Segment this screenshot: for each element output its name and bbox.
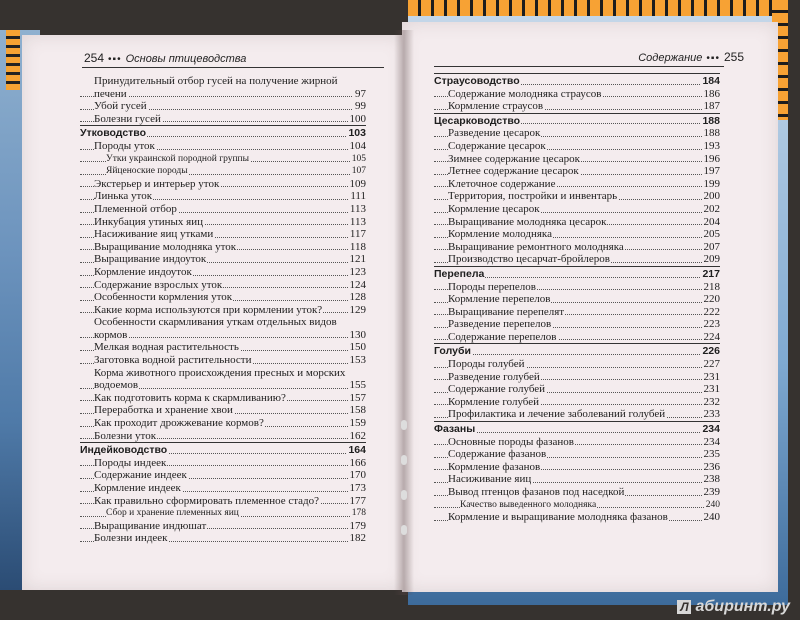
toc-page-number: 197 (703, 165, 720, 178)
header-rule (434, 66, 724, 67)
header-ornament: •▪• (706, 53, 720, 64)
toc-entry-title: Содержание фазанов (448, 448, 547, 461)
toc-page-number: 184 (702, 75, 720, 87)
toc-entry (80, 430, 366, 443)
toc-entry-title: Утки украинской породной группы (106, 153, 250, 164)
toc-page-number: 207 (703, 240, 720, 253)
toc-entry (434, 486, 720, 499)
toc-page-number: 155 (349, 379, 366, 392)
toc-entry (434, 140, 720, 153)
toc-entry-title: Особенности кормления уток (94, 291, 233, 304)
toc-entry (434, 216, 720, 229)
toc-entry (80, 241, 366, 254)
toc-entry-title: Кормление голубей (448, 395, 540, 408)
toc-page-number: 164 (348, 444, 366, 457)
toc-entry-title: Выращивание перепелят (448, 305, 565, 318)
toc-page-number: 236 (703, 460, 720, 473)
toc-page-number: 109 (349, 177, 366, 190)
toc-entry (434, 511, 720, 524)
toc-list (80, 75, 366, 545)
toc-page-number: 218 (703, 280, 720, 293)
toc-section-heading (434, 421, 720, 436)
toc-entry-title: Яйценоские породы (106, 166, 188, 177)
toc-entry (434, 461, 720, 474)
toc-page-number: 107 (351, 166, 366, 177)
running-title: Содержание (638, 52, 703, 64)
toc-page-number: 224 (703, 330, 720, 343)
toc-page-number: 205 (703, 228, 720, 241)
toc-entry (434, 203, 720, 216)
toc-entry-title: Переработка и хранение хвои (94, 404, 233, 417)
toc-entry-title: Инкубация утиных яиц (94, 215, 203, 228)
toc-entry (80, 316, 366, 341)
running-title: Основы птицеводства (125, 53, 247, 65)
toc-page-number: 97 (355, 87, 366, 100)
toc-page-number: 188 (702, 114, 720, 127)
toc-entry-title: Разведение перепелов (448, 318, 552, 331)
toc-entry (80, 253, 366, 266)
left-page-header (84, 51, 246, 65)
toc-entry (80, 520, 366, 533)
toc-entry (80, 75, 366, 100)
binding-hole (401, 455, 407, 465)
toc-entry (434, 499, 720, 512)
toc-page-number: 103 (348, 127, 366, 140)
toc-entry (434, 241, 720, 254)
right-page-header (638, 50, 744, 64)
toc-entry-title: Кормление перепелов (448, 293, 551, 306)
toc-entry-title: Вывод птенцов фазанов под наседкой (448, 486, 625, 498)
toc-entry (434, 88, 720, 101)
toc-entry (434, 448, 720, 461)
toc-entry (434, 408, 720, 421)
toc-page-number: 226 (702, 345, 720, 358)
toc-entry (80, 417, 366, 430)
toc-entry-title: Голуби (434, 345, 471, 358)
toc-entry (80, 367, 366, 392)
toc-page-number: 200 (703, 190, 720, 203)
toc-entry-title: Утководство (80, 127, 147, 140)
toc-page-number: 234 (702, 423, 720, 436)
book-gutter (394, 30, 414, 595)
toc-entry (80, 113, 366, 126)
header-ornament: •▪• (108, 54, 122, 65)
toc-page-number: 179 (349, 519, 366, 532)
cover-pattern (408, 0, 788, 16)
toc-entry-title: Территория, постройки и инвентарь (448, 190, 618, 203)
toc-entry (80, 228, 366, 241)
left-page (22, 35, 405, 590)
toc-entry-title: Выращивание молодняка цесарок (448, 215, 607, 228)
toc-section-heading (434, 343, 720, 358)
toc-entry-title: Сбор и хранение племенных яиц (106, 508, 239, 519)
toc-entry (434, 127, 720, 140)
toc-entry (434, 331, 720, 344)
binding-hole (401, 420, 407, 430)
toc-entry-title: Кормление фазанов (448, 460, 541, 473)
toc-page-number: 222 (703, 305, 720, 318)
toc-page-number: 202 (703, 202, 720, 215)
toc-entry-title: Страусоводство (434, 75, 520, 87)
toc-entry-title: Насиживание яиц (448, 473, 532, 486)
toc-entry-title: Основные породы фазанов (448, 435, 574, 448)
toc-page-number: 233 (703, 408, 720, 421)
page-number: 254 (84, 51, 105, 65)
toc-entry-title: Разведение голубей (448, 370, 540, 383)
right-page (402, 22, 778, 592)
toc-entry (434, 436, 720, 449)
watermark (677, 598, 790, 616)
toc-entry-title: Содержание индеек (94, 469, 187, 482)
toc-page-number: 217 (702, 267, 720, 280)
toc-entry (80, 291, 366, 304)
toc-entry (434, 228, 720, 241)
toc-entry-title: Выращивание индюшат (94, 519, 207, 532)
toc-entry (434, 253, 720, 266)
toc-entry-title: Кормление индоуток (94, 265, 192, 278)
toc-entry-title: Как проходит дрожжевание кормов? (94, 417, 264, 430)
toc-page-number: 231 (703, 370, 720, 383)
toc-page-number: 128 (349, 291, 366, 304)
toc-entry (80, 392, 366, 405)
toc-entry-title: Принудительный отбор гусей на получение жирной печени (94, 75, 338, 100)
toc-entry-title: Содержание голубей (448, 383, 546, 396)
toc-entry-title: Содержание цесарок (448, 139, 546, 152)
toc-entry-title: Породы перепелов (448, 280, 536, 293)
toc-page-number: 170 (349, 469, 366, 482)
toc-entry-title: Экстерьер и интерьер уток (94, 177, 220, 190)
toc-entry-title: Производство цесарчат-бройлеров (448, 253, 610, 266)
toc-entry (80, 482, 366, 495)
toc-page-number: 159 (349, 417, 366, 430)
toc-page-number: 130 (349, 328, 366, 341)
binding-hole (401, 525, 407, 535)
toc-page-number: 113 (349, 202, 366, 215)
toc-entry-title: Корма животного происхождения пресных и морских водоемов (94, 366, 346, 392)
toc-entry (434, 371, 720, 384)
toc-page-number: 104 (349, 139, 366, 152)
toc-page-number: 223 (703, 318, 720, 331)
toc-page-number: 124 (349, 278, 366, 291)
toc-entry-title: Содержание взрослых уток (94, 278, 223, 291)
toc-entry-title: Как подготовить корма к скармливанию? (94, 391, 286, 404)
toc-entry (80, 279, 366, 292)
toc-entry (434, 153, 720, 166)
binding-hole (401, 490, 407, 500)
toc-page-number: 231 (703, 383, 720, 396)
toc-page-number: 173 (349, 482, 366, 494)
toc-entry-title: Болезни индеек (94, 532, 168, 545)
toc-entry-title: Мелкая водная растительность (94, 341, 239, 354)
page-number: 255 (723, 50, 744, 64)
toc-entry-title: Убой гусей (94, 100, 147, 113)
toc-entry (80, 100, 366, 113)
toc-entry-title: Насиживание яиц утками (94, 228, 214, 241)
toc-page-number: 105 (351, 153, 366, 164)
toc-entry-title: Разведение цесарок (448, 127, 541, 140)
toc-entry-title: Выращивание ремонтного молодняка (448, 240, 624, 253)
toc-entry (434, 396, 720, 409)
labirint-logo-icon: Л (677, 600, 691, 614)
toc-page-number: 239 (703, 486, 720, 498)
toc-page-number: 118 (349, 240, 366, 253)
watermark-text: абиринт.ру (695, 598, 790, 615)
toc-entry (80, 266, 366, 279)
toc-page-number: 113 (349, 215, 366, 228)
toc-entry (434, 178, 720, 191)
toc-entry (434, 190, 720, 203)
toc-page-number: 178 (351, 508, 366, 519)
toc-entry-title: Цесарководство (434, 114, 521, 127)
toc-page-number: 166 (349, 456, 366, 469)
toc-entry (80, 178, 366, 191)
toc-entry (434, 383, 720, 396)
toc-entry-title: Содержание перепелов (448, 330, 557, 343)
cover-pattern (6, 30, 20, 90)
toc-entry (434, 318, 720, 331)
toc-entry-title: Породы уток (94, 139, 155, 152)
toc-entry (434, 281, 720, 294)
toc-page-number: 220 (703, 293, 720, 306)
toc-section-heading (80, 125, 366, 140)
toc-entry-title: Линька уток (94, 190, 153, 203)
toc-page-number: 100 (349, 112, 366, 125)
toc-page-number: 153 (349, 354, 366, 367)
toc-page-number: 187 (703, 100, 720, 113)
toc-entry (80, 507, 366, 520)
toc-page-number: 235 (703, 448, 720, 461)
toc-entry-title: Зимнее содержание цесарок (448, 152, 580, 165)
toc-entry-title: Профилактика и лечение заболеваний голубей (448, 408, 666, 421)
toc-entry-title: Заготовка водной растительности (94, 354, 252, 367)
toc-entry-title: Кормление индеек (94, 482, 181, 494)
toc-entry-title: Болезни уток (94, 429, 157, 442)
toc-entry (80, 532, 366, 545)
toc-entry (434, 100, 720, 113)
toc-entry (80, 469, 366, 482)
toc-entry-title: Как правильно сформировать племенное стадо? (94, 494, 320, 507)
toc-section-heading (434, 266, 720, 281)
toc-entry (80, 190, 366, 203)
toc-page-number: 117 (349, 228, 366, 241)
toc-entry-title: Перепела (434, 267, 485, 280)
toc-entry (80, 495, 366, 508)
toc-section-heading (80, 442, 366, 457)
toc-section-heading (434, 113, 720, 128)
toc-entry (434, 473, 720, 486)
toc-page-number: 186 (703, 87, 720, 100)
toc-page-number: 129 (349, 303, 366, 316)
toc-entry (434, 306, 720, 319)
toc-entry-title: Болезни гусей (94, 112, 161, 125)
toc-entry-title: Особенности скармливания уткам отдельных видов кормов (94, 316, 337, 341)
toc-page-number: 199 (703, 177, 720, 190)
toc-entry (80, 153, 366, 166)
toc-entry (80, 203, 366, 216)
toc-entry-title: Содержание молодняка страусов (448, 87, 602, 100)
toc-page-number: 238 (703, 473, 720, 486)
toc-entry-title: Выращивание индоуток (94, 253, 207, 266)
toc-entry (80, 341, 366, 354)
toc-entry-title: Клеточное содержание (448, 177, 556, 190)
toc-page-number: 188 (703, 127, 720, 140)
header-rule (82, 67, 384, 68)
toc-page-number: 240 (703, 511, 720, 524)
toc-entry-title: Какие корма используются при кормлении уток? (94, 303, 323, 316)
toc-page-number: 177 (349, 494, 366, 507)
toc-page-number: 209 (703, 253, 720, 266)
toc-page-number: 196 (703, 152, 720, 165)
toc-section-heading (434, 73, 720, 88)
toc-entry-title: Кормление и выращивание молодняка фазанов (448, 511, 668, 524)
toc-entry-title: Летнее содержание цесарок (448, 165, 579, 178)
toc-entry-title: Фазаны (434, 423, 476, 436)
toc-page-number: 162 (349, 429, 366, 442)
toc-entry (80, 304, 366, 317)
toc-entry (80, 457, 366, 470)
toc-entry (80, 140, 366, 153)
toc-entry-title: Племенной отбор (94, 202, 177, 215)
toc-entry (80, 165, 366, 178)
toc-list (434, 73, 720, 524)
toc-page-number: 204 (703, 215, 720, 228)
toc-entry-title: Индейководство (80, 444, 168, 457)
toc-page-number: 227 (703, 358, 720, 371)
toc-entry-title: Породы индеек (94, 456, 167, 469)
toc-page-number: 121 (349, 253, 366, 266)
toc-entry (434, 358, 720, 371)
toc-page-number: 182 (349, 532, 366, 545)
toc-entry-title: Кормление страусов (448, 100, 544, 113)
toc-page-number: 158 (349, 404, 366, 417)
toc-page-number: 193 (703, 139, 720, 152)
toc-entry-title: Кормление молодняка (448, 228, 552, 241)
toc-page-number: 150 (349, 341, 366, 354)
toc-entry-title: Выращивание молодняка уток (94, 240, 237, 253)
toc-entry-title: Кормление цесарок (448, 202, 540, 215)
toc-entry (434, 165, 720, 178)
toc-page-number: 111 (350, 190, 366, 203)
toc-page-number: 240 (705, 499, 720, 510)
toc-entry-title: Породы голубей (448, 358, 525, 371)
toc-entry (80, 354, 366, 367)
toc-page-number: 234 (703, 435, 720, 448)
toc-entry (434, 293, 720, 306)
toc-page-number: 123 (349, 265, 366, 278)
toc-page-number: 157 (349, 391, 366, 404)
toc-page-number: 232 (703, 395, 720, 408)
toc-entry (80, 216, 366, 229)
toc-entry-title: Качество выведенного молодняка (460, 499, 597, 510)
toc-entry (80, 404, 366, 417)
toc-page-number: 99 (355, 100, 366, 113)
